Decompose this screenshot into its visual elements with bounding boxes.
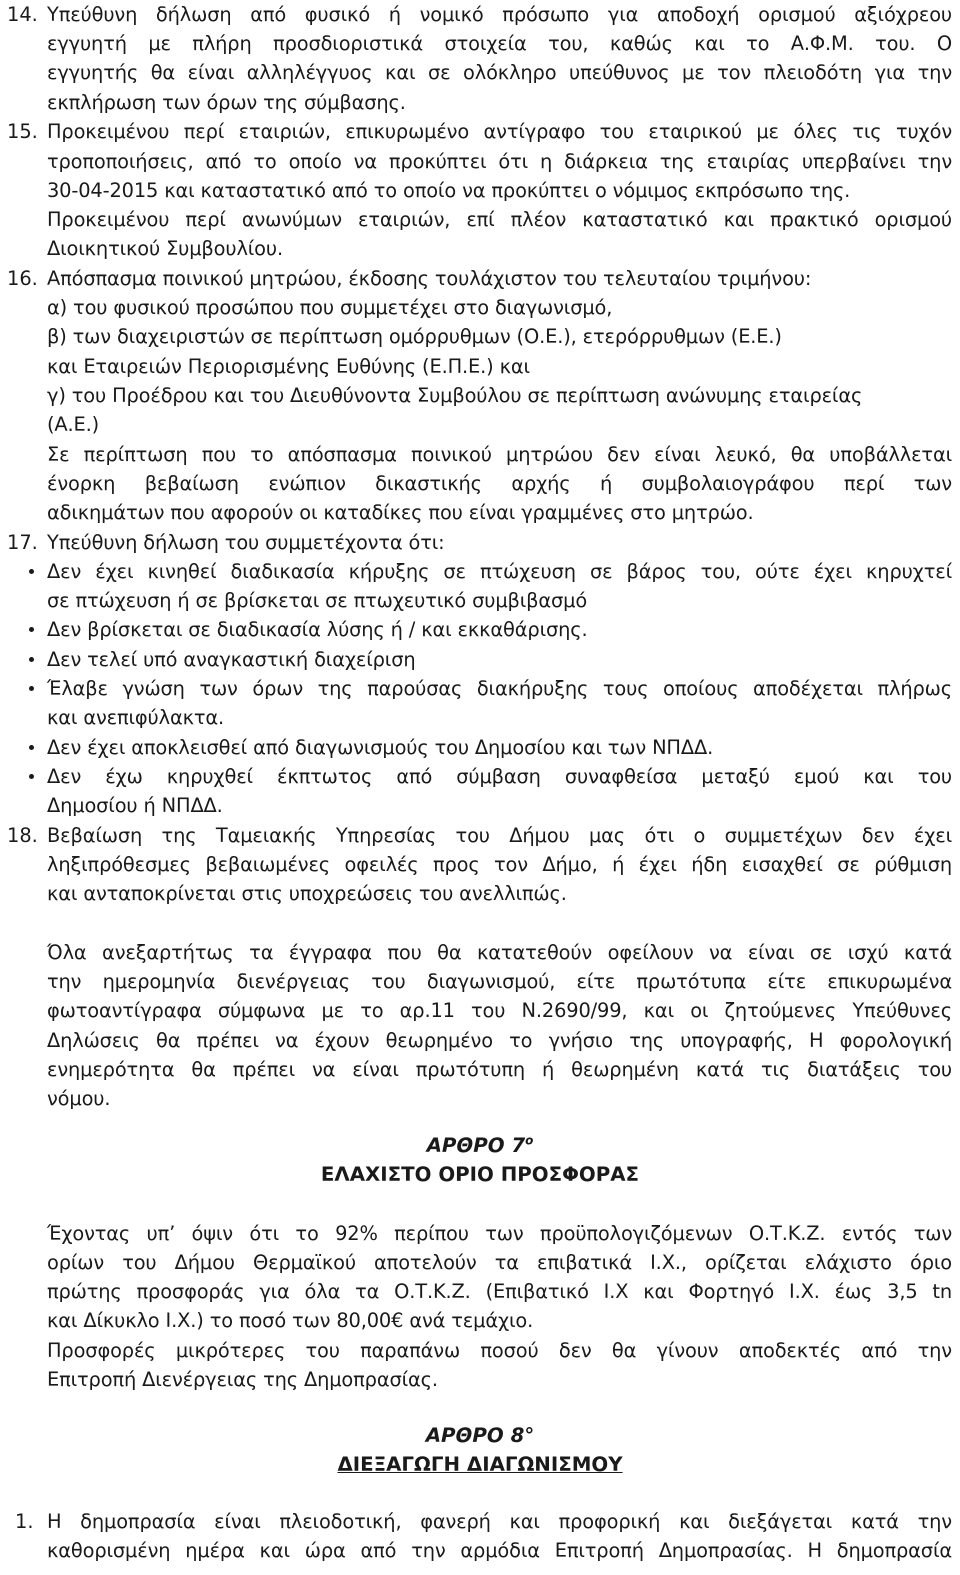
bullet-line: Έλαβε γνώση των όρων της παρούσας διακήρυξης τους οποίους αποδέχεται πλήρως bbox=[47, 677, 952, 700]
item18-line: ληξιπρόθεσμες βεβαιωμένες οφειλές προς τον Δήμο, ή έχει ήδη εισαχθεί σε ρύθμιση bbox=[47, 853, 952, 876]
bullet-icon bbox=[29, 627, 34, 632]
item14-line: εγγυητής θα είναι αλληλέγγυος και σε ολόκληρο υπεύθυνος με τον πλειοδότη για την bbox=[47, 61, 952, 84]
article8-line: καθορισμένη ημέρα και ώρα από την αρμόδια Επιτροπή Δημοπρασίας. Η δημοπρασία bbox=[47, 1539, 952, 1562]
bullet-line: Δεν έχω κηρυχθεί έκπτωτος από σύμβαση συναφθείσα μεταξύ εμού και του bbox=[47, 765, 952, 788]
item15-line: Διοικητικού Συμβουλίου. bbox=[47, 237, 283, 260]
article7-line: πρώτης προσφοράς για όλα τα Ο.Τ.Κ.Ζ. (Επιβατικό Ι.Χ και Φορτηγό Ι.Χ. έως 3,5 tn bbox=[47, 1280, 952, 1303]
item16-line: β) των διαχειριστών σε περίπτωση ομόρρυθμων (Ο.Ε.), ετερόρρυθμων (Ε.Ε.) bbox=[47, 325, 782, 348]
item16-line: γ) του Προέδρου και του Διευθύνοντα Συμβούλου σε περίπτωση ανώνυμης εταιρείας bbox=[47, 384, 863, 407]
item-number: 1. bbox=[15, 1510, 34, 1533]
article7-subtitle: ΕΛΑΧΙΣΤΟ ΟΡΙΟ ΠΡΟΣΦΟΡΑΣ bbox=[320, 1163, 640, 1186]
article7-line: Προσφορές μικρότερες του παραπάνω ποσού δεν θα γίνουν αποδεκτές από την bbox=[47, 1339, 952, 1362]
item15-line: 30-04-2015 και καταστατικό από το οποίο να προκύπτει ο νόμιμος εκπρόσωπο της. bbox=[47, 179, 851, 202]
item16-line: α) του φυσικού προσώπου που συμμετέχει στο διαγωνισμό, bbox=[47, 296, 613, 319]
bullet-icon bbox=[29, 745, 34, 750]
bullet-icon bbox=[29, 657, 34, 662]
item18-line: και ανταποκρίνεται στις υποχρεώσεις του ανελλιπώς. bbox=[47, 882, 567, 905]
bullet-icon bbox=[29, 774, 34, 779]
article8-title: ΑΡΘΡΟ 8° bbox=[425, 1424, 535, 1447]
article8-subtitle: ΔΙΕΞΑΓΩΓΗ ΔΙΑΓΩΝΙΣΜΟΥ bbox=[337, 1453, 623, 1476]
article7-line: και Δίκυκλο Ι.Χ.) το ποσό των 80,00€ ανά τεμάχιο. bbox=[47, 1309, 534, 1332]
article7-line: Έχοντας υπ’ όψιν ότι το 92% περίπου των προϋπολογιζόμενων Ο.Τ.Κ.Ζ. εντός των bbox=[47, 1222, 952, 1245]
item-number: 15. bbox=[7, 120, 38, 143]
article7-line: ορίων του Δήμου Θερμαϊκού αποτελούν τα επιβατικά Ι.Χ., ορίζεται ελάχιστο όριο bbox=[47, 1251, 952, 1274]
item14-line: Υπεύθυνη δήλωση από φυσικό ή νομικό πρόσωπο για αποδοχή ορισμού αξιόχρεου bbox=[47, 3, 952, 26]
item14-line: εκπλήρωση των όρων της σύμβασης. bbox=[47, 91, 406, 114]
item16-line: ένορκη βεβαίωση ενώπιον δικαστικής αρχής ή συμβολαιογράφου περί των bbox=[47, 472, 952, 495]
item17-intro: Υπεύθυνη δήλωση του συμμετέχοντα ότι: bbox=[47, 531, 445, 554]
bullet-line: και ανεπιφύλακτα. bbox=[47, 706, 225, 729]
closing-line: Δηλώσεις θα πρέπει να έχουν θεωρημένο το γνήσιο της υπογραφής, Η φορολογική bbox=[47, 1029, 952, 1052]
item16-line: Σε περίπτωση που το απόσπασμα ποινικού μητρώου δεν είναι λευκό, θα υποβάλλεται bbox=[47, 443, 952, 466]
item16-line: (Α.Ε.) bbox=[47, 413, 100, 436]
article7-line: Επιτροπή Διενέργειας της Δημοπρασίας. bbox=[47, 1368, 438, 1391]
item-number: 17. bbox=[7, 531, 38, 554]
closing-line: φωτοαντίγραφα σύμφωνα με το αρ.11 του Ν.2690/99, και οι ζητούμενες Υπεύθυνες bbox=[47, 999, 952, 1022]
item16-line: αδικημάτων που αφορούν οι καταδίκες που είναι γραμμένες στο μητρώο. bbox=[47, 501, 754, 524]
item-number: 14. bbox=[7, 3, 38, 26]
bullet-line: Δεν βρίσκεται σε διαδικασία λύσης ή / και εκκαθάρισης. bbox=[47, 618, 588, 641]
bullet-icon bbox=[29, 686, 34, 691]
closing-line: νόμου. bbox=[47, 1087, 111, 1110]
item16-line: και Εταιρειών Περιορισμένης Ευθύνης (Ε.Π.Ε.) και bbox=[47, 355, 530, 378]
item15-line: Προκειμένου περί ανωνύμων εταιριών, επί πλέον καταστατικό και πρακτικό ορισμού bbox=[47, 208, 952, 231]
closing-line: την ημερομηνία διενέργειας του διαγωνισμού, είτε πρωτότυπα είτε επικυρωμένα bbox=[47, 970, 952, 993]
closing-line: Όλα ανεξαρτήτως τα έγγραφα που θα κατατεθούν οφείλουν να είναι σε ισχύ κατά bbox=[47, 941, 952, 964]
item-number: 18. bbox=[7, 824, 38, 847]
article7-title: ΑΡΘΡΟ $7^o$ bbox=[426, 1133, 534, 1157]
bullet-line: Δεν τελεί υπό αναγκαστική διαχείριση bbox=[47, 648, 416, 671]
bullet-line: σε πτώχευση ή σε βρίσκεται σε πτωχευτικό συμβιβασμό bbox=[47, 589, 588, 612]
item16-line: Απόσπασμα ποινικού μητρώου, έκδοσης τουλάχιστον του τελευταίου τριμήνου: bbox=[47, 267, 812, 290]
item15-line: Προκειμένου περί εταιριών, επικυρωμένο αντίγραφο του εταιρικού με όλες τις τυχόν bbox=[47, 120, 952, 143]
item14-line: εγγυητή με πλήρη προσδιοριστικά στοιχεία του, καθώς και το Α.Φ.Μ. του. Ο bbox=[47, 32, 952, 55]
bullet-line: Δεν έχει κινηθεί διαδικασία κήρυξης σε πτώχευση σε βάρος του, ούτε έχει κηρυχτεί bbox=[47, 560, 952, 583]
bullet-line: Δημοσίου ή ΝΠΔΔ. bbox=[47, 794, 223, 817]
bullet-icon bbox=[29, 569, 34, 574]
closing-line: ενημερότητα θα πρέπει να είναι πρωτότυπη ή θεωρημένη κατά τις διατάξεις του bbox=[47, 1058, 952, 1081]
item15-line: τροποποιήσεις, από το οποίο να προκύπτει ότι η διάρκεια της εταιρίας υπερβαίνει την bbox=[47, 150, 952, 173]
bullet-line: Δεν έχει αποκλεισθεί από διαγωνισμούς του Δημοσίου και των ΝΠΔΔ. bbox=[47, 736, 714, 759]
article8-line: Η δημοπρασία είναι πλειοδοτική, φανερή και προφορική και διεξάγεται κατά την bbox=[47, 1510, 952, 1533]
item-number: 16. bbox=[7, 267, 38, 290]
item18-line: Βεβαίωση της Ταμειακής Υπηρεσίας του Δήμου μας ότι ο συμμετέχων δεν έχει bbox=[47, 824, 952, 847]
